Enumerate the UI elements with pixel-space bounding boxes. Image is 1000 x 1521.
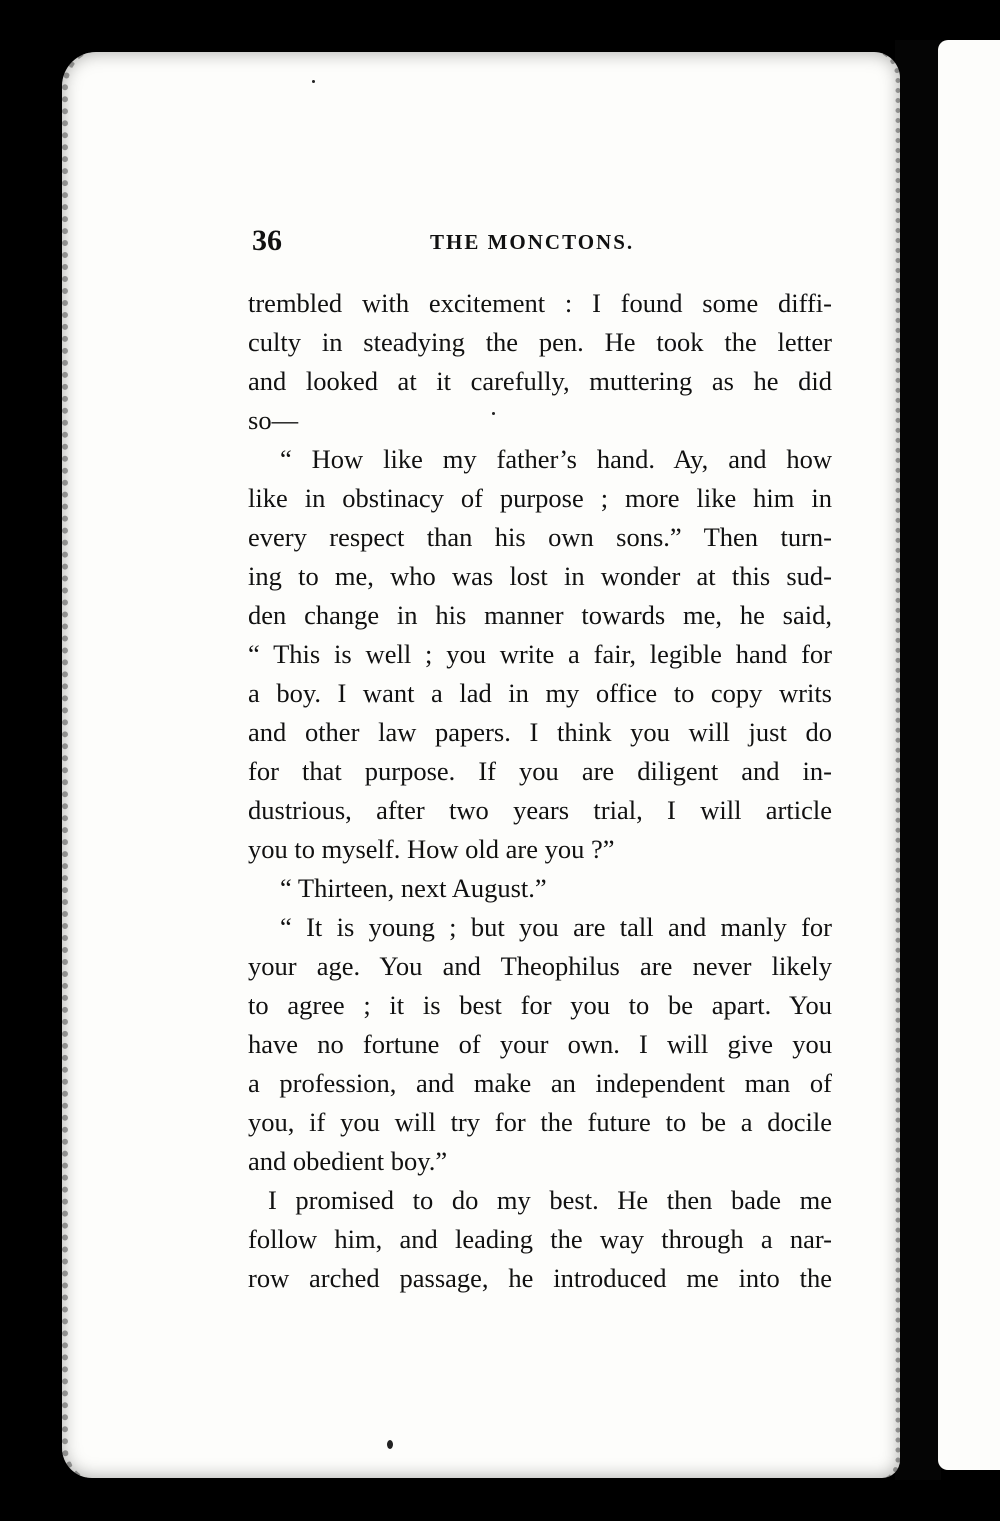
text-line: dustrious, after two years trial, I will article [248, 795, 832, 825]
text-line: “ It is young ; but you are tall and manly for [280, 912, 832, 942]
text-line: row arched passage, he introduced me into the [248, 1263, 832, 1293]
text-line: a profession, and make an independent man of [248, 1068, 832, 1098]
text-line: and looked at it carefully, muttering as he did [248, 366, 832, 396]
text-line: “ Thirteen, next August.” [280, 873, 547, 903]
text-line: a boy. I want a lad in my office to copy writs [248, 678, 832, 708]
text-line: culty in steadying the pen. He took the letter [248, 327, 832, 357]
text-line: “ This is well ; you write a fair, legible hand for [248, 639, 832, 669]
text-line: to agree ; it is best for you to be apart. You [248, 990, 832, 1020]
text-line: den change in his manner towards me, he said, [248, 600, 832, 630]
text-line: follow him, and leading the way through a nar- [248, 1224, 832, 1254]
text-line: your age. You and Theophilus are never likely [248, 951, 832, 981]
page-speck [387, 1440, 393, 1449]
page-speck [312, 80, 315, 83]
text-line: for that purpose. If you are diligent and in- [248, 756, 832, 786]
text-line: ing to me, who was lost in wonder at this sud- [248, 561, 832, 591]
text-line: so— [248, 405, 299, 435]
page-number: 36 [252, 224, 282, 257]
text-line: trembled with excitement : I found some diffi- [248, 288, 832, 318]
body-text [248, 284, 832, 1298]
text-line: and other law papers. I think you will just do [248, 717, 832, 747]
facing-page-edge [938, 40, 1000, 1470]
text-line: every respect than his own sons.” Then turn- [248, 522, 832, 552]
page-header [252, 224, 832, 264]
text-line: you, if you will try for the future to be a docile [248, 1107, 832, 1137]
book-gutter [895, 40, 941, 1480]
text-line: like in obstinacy of purpose ; more like him in [248, 483, 832, 513]
text-line: “ How like my father’s hand. Ay, and how [280, 444, 832, 474]
text-line: you to myself. How old are you ?” [248, 834, 615, 864]
text-line: have no fortune of your own. I will give you [248, 1029, 832, 1059]
running-head: THE MONCTONS. [430, 230, 635, 254]
text-line: and obedient boy.” [248, 1146, 448, 1176]
text-line: I promised to do my best. He then bade me [268, 1185, 832, 1215]
